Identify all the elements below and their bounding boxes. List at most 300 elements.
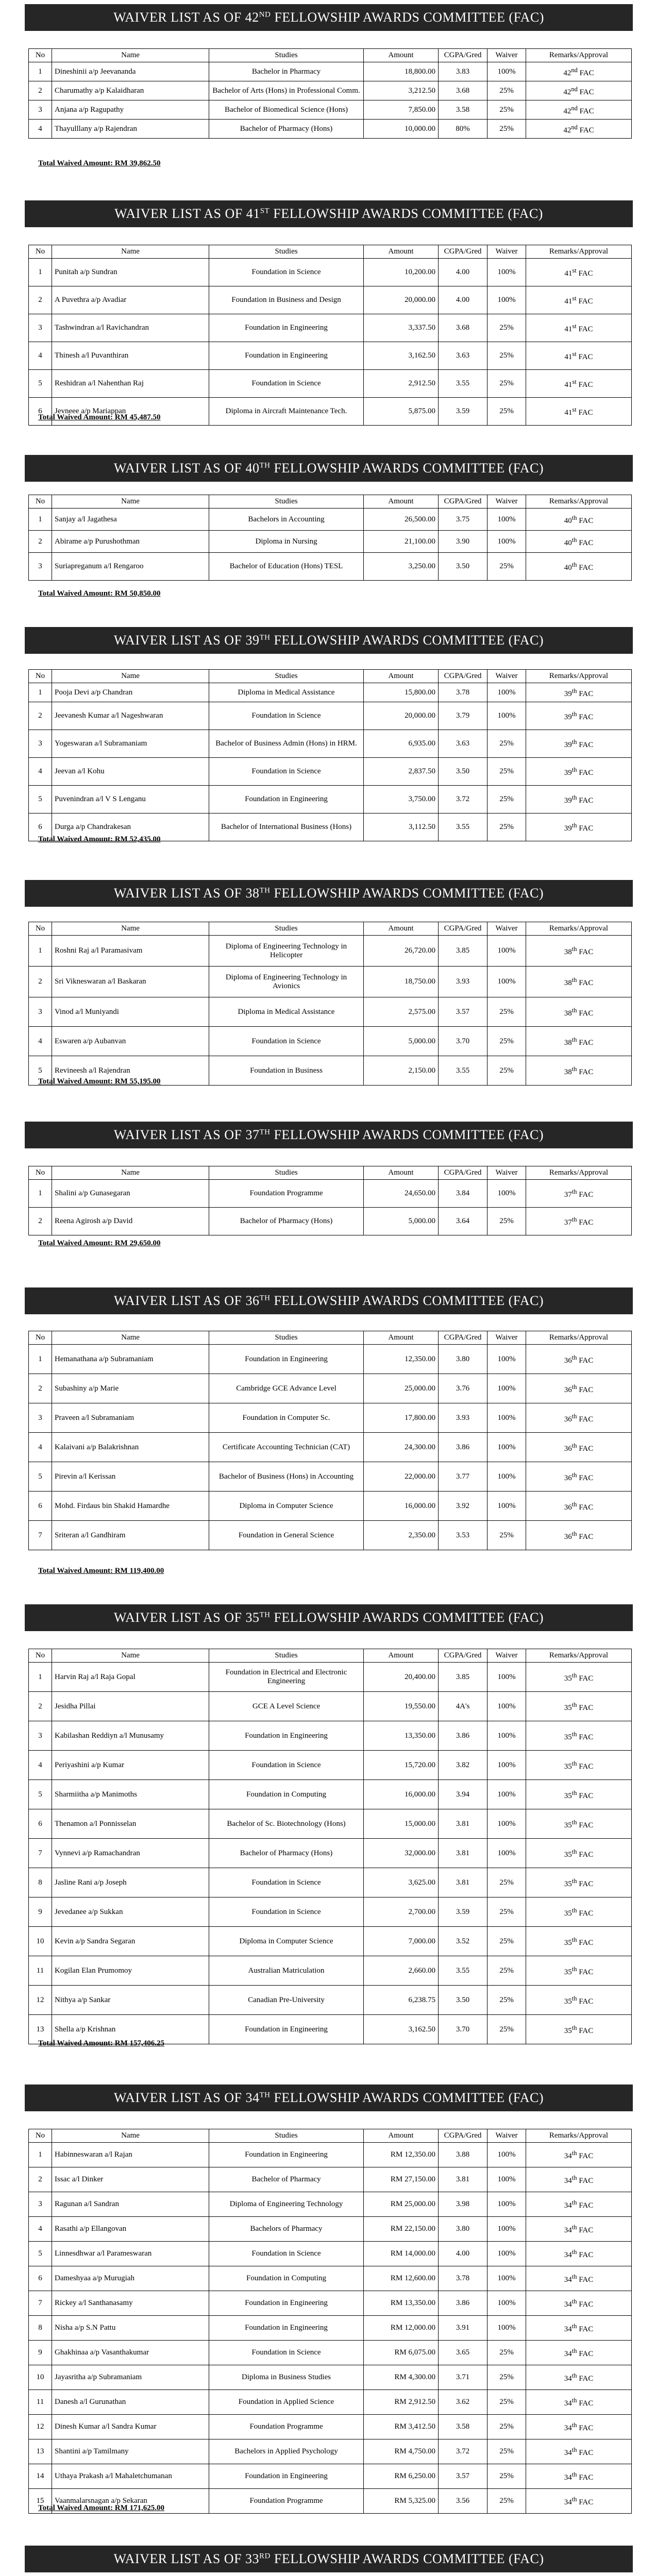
cgpa-grade: 3.57 [439,2464,487,2489]
column-header: Remarks/Approval [526,49,632,62]
amount: 3,162.50 [364,2015,439,2044]
waiver-percent: 100% [487,509,526,531]
column-header: Studies [209,670,364,683]
remarks-approval [526,1809,632,1839]
remarks-ordinal: th [571,766,577,773]
remarks-ordinal: th [571,1730,577,1738]
remarks-ordinal: th [571,2323,577,2330]
amount: 20,000.00 [364,286,439,314]
title-text: WAIVER LIST AS OF 40 [113,461,260,476]
student-name: Kogilan Elan Prumomoy [52,1956,209,1986]
amount: 22,000.00 [364,1462,439,1492]
remarks-number: 35 [564,1674,572,1683]
row-number: 8 [29,1868,52,1897]
remarks-approval [526,1780,632,1809]
waiver-percent: 100% [487,683,526,702]
amount: 3,250.00 [364,553,439,581]
cgpa-grade: 3.81 [439,1809,487,1839]
cgpa-grade: 3.88 [439,2143,487,2167]
cgpa-grade: 3.82 [439,1751,487,1780]
student-name: Vaanmalarsnagan a/p Sekaran [52,2489,209,2514]
table-row [29,936,632,967]
column-header: CGPA/Gred [439,1331,487,1345]
title-text: WAIVER LIST AS OF 34 [113,2090,260,2105]
cgpa-grade: 3.85 [439,1663,487,1692]
table-row [29,2365,632,2390]
table-row [29,531,632,553]
column-header: No [29,495,52,509]
table-row [29,1751,632,1780]
cgpa-grade: 3.80 [439,1345,487,1374]
studies: Foundation in Engineering [209,314,364,342]
cgpa-grade: 3.59 [439,1897,487,1927]
remarks-ordinal: th [571,2024,577,2031]
table-row [29,81,632,100]
remarks-suffix: FAC [577,2449,594,2457]
section-title [25,4,633,31]
waiver-percent: 100% [487,259,526,286]
waiver-percent: 100% [487,967,526,997]
student-name: Tashwindran a/l Ravichandran [52,314,209,342]
column-header: Amount [364,922,439,936]
column-header: Studies [209,49,364,62]
amount: 20,000.00 [364,702,439,730]
amount: 15,720.00 [364,1751,439,1780]
remarks-suffix: FAC [577,1415,594,1423]
studies: Foundation in Science [209,758,364,786]
remarks-approval [526,1462,632,1492]
remarks-suffix: FAC [577,1009,594,1018]
studies: Foundation in Computer Sc. [209,1403,364,1433]
cgpa-grade: 3.93 [439,967,487,997]
amount: 2,837.50 [364,758,439,786]
remarks-suffix: FAC [577,1674,594,1683]
remarks-ordinal: th [571,2446,577,2453]
studies: Foundation in Engineering [209,2316,364,2341]
student-name: Roshni Raj a/l Paramasivam [52,936,209,967]
studies: Bachelor of Pharmacy (Hons) [209,1208,364,1235]
amount: 3,112.50 [364,814,439,841]
table-row [29,1208,632,1235]
remarks-ordinal: th [571,2149,577,2157]
waiver-percent: 100% [487,1345,526,1374]
amount: 10,200.00 [364,259,439,286]
row-number: 12 [29,1986,52,2015]
table-row [29,509,632,531]
title-text: WAIVER LIST AS OF 33 [113,2551,260,2566]
amount: RM 6,250.00 [364,2464,439,2489]
remarks-number: 34 [564,2399,572,2408]
remarks-approval [526,1345,632,1374]
waiver-percent: 100% [487,1751,526,1780]
remarks-ordinal: st [572,323,577,330]
amount: 21,100.00 [364,531,439,553]
row-number: 7 [29,2291,52,2316]
table-row [29,997,632,1027]
column-header: Name [52,495,209,509]
title-text-suffix: FELLOWSHIP AWARDS COMMITTEE (FAC) [270,886,544,901]
waiver-table [28,1331,632,1550]
cgpa-grade: 3.71 [439,2365,487,2390]
studies: Foundation in Science [209,702,364,730]
student-name: Kabilashan Reddiyn a/l Munusamy [52,1721,209,1751]
remarks-approval [526,997,632,1027]
remarks-ordinal: th [571,2248,577,2256]
student-name: Periyashini a/p Kumar [52,1751,209,1780]
remarks-ordinal: th [571,2347,577,2354]
studies: Diploma in Computer Science [209,1492,364,1521]
studies: Diploma in Business Studies [209,2365,364,2390]
remarks-ordinal: th [571,1671,577,1679]
remarks-suffix: FAC [577,1879,594,1888]
remarks-number: 34 [564,2226,572,2234]
remarks-approval [526,370,632,398]
remarks-approval [526,2291,632,2316]
remarks-number: 34 [564,2350,572,2358]
row-number: 2 [29,81,52,100]
waiver-percent: 25% [487,2365,526,2390]
title-ordinal: ST [260,207,270,215]
student-name: Ragunan a/l Sandran [52,2192,209,2217]
table-row [29,2291,632,2316]
column-header: Remarks/Approval [526,2129,632,2143]
row-number: 3 [29,997,52,1027]
cgpa-grade: 4A's [439,1692,487,1721]
remarks-number: 41 [564,325,573,333]
studies: Bachelors of Pharmacy [209,2217,364,2242]
table-header-row [29,1166,632,1180]
remarks-suffix: FAC [577,564,594,572]
studies: Foundation in Business and Design [209,286,364,314]
amount: 6,238.75 [364,1986,439,2015]
studies: Bachelor of Business (Hons) in Accounting [209,1462,364,1492]
remarks-suffix: FAC [577,1356,594,1365]
amount: 13,350.00 [364,1721,439,1751]
remarks-approval [526,1208,632,1235]
column-header: No [29,2129,52,2143]
studies: Foundation Programme [209,2415,364,2439]
remarks-suffix: FAC [577,1909,594,1918]
student-name: Thinesh a/l Puvanthiran [52,342,209,370]
waiver-percent: 25% [487,314,526,342]
amount: RM 2,912.50 [364,2390,439,2415]
row-number: 4 [29,2217,52,2242]
waiver-percent: 100% [487,62,526,81]
amount: 16,000.00 [364,1492,439,1521]
student-name: Pooja Devi a/p Chandran [52,683,209,702]
waiver-percent: 25% [487,2489,526,2514]
student-name: Eswaren a/p Aubanvan [52,1027,209,1056]
column-header: Waiver [487,922,526,936]
column-header: Amount [364,670,439,683]
row-number: 2 [29,1374,52,1403]
amount: RM 12,600.00 [364,2266,439,2291]
cgpa-grade: 3.64 [439,1208,487,1235]
table-row [29,2439,632,2464]
waiver-percent: 100% [487,286,526,314]
column-header: Name [52,670,209,683]
amount: RM 27,150.00 [364,2167,439,2192]
student-name: Habinneswaran a/l Rajan [52,2143,209,2167]
cgpa-grade: 3.68 [439,81,487,100]
section-title [25,1122,633,1148]
table-row [29,2167,632,2192]
student-name: Nithya a/p Sankar [52,1986,209,2015]
waiver-percent: 25% [487,342,526,370]
table-header-row [29,2129,632,2143]
studies: Foundation in Science [209,1868,364,1897]
cgpa-grade: 4.00 [439,259,487,286]
waiver-percent: 100% [487,1839,526,1868]
title-text-suffix: FELLOWSHIP AWARDS COMMITTEE (FAC) [270,1610,544,1625]
studies: Cambridge GCE Advance Level [209,1374,364,1403]
student-name: Dinesh Kumar a/l Sandra Kumar [52,2415,209,2439]
studies: Foundation in Engineering [209,786,364,814]
waiver-percent: 100% [487,1374,526,1403]
remarks-ordinal: th [571,738,577,745]
student-name: Jayasritha a/p Subramaniam [52,2365,209,2390]
remarks-suffix: FAC [577,689,594,698]
amount: 32,000.00 [364,1839,439,1868]
remarks-number: 34 [564,2424,572,2432]
studies: Foundation Programme [209,2489,364,2514]
studies: Foundation in General Science [209,1521,364,1550]
student-name: Praveen a/l Subramaniam [52,1403,209,1433]
student-name: Thayulllany a/p Rajendran [52,120,209,139]
waiver-percent: 100% [487,1809,526,1839]
amount: 18,750.00 [364,967,439,997]
waiver-percent: 100% [487,1780,526,1809]
remarks-approval [526,1721,632,1751]
column-header: No [29,1166,52,1180]
cgpa-grade: 3.80 [439,2217,487,2242]
remarks-approval [526,2439,632,2464]
cgpa-grade: 3.81 [439,1868,487,1897]
waiver-percent: 25% [487,730,526,758]
remarks-approval [526,2192,632,2217]
waiver-percent: 25% [487,1868,526,1897]
remarks-approval [526,2365,632,2390]
student-name: Harvin Raj a/l Raja Gopal [52,1663,209,1692]
row-number: 5 [29,1056,52,1086]
studies: Bachelor in Pharmacy [209,62,364,81]
remarks-suffix: FAC [577,88,594,96]
row-number: 2 [29,702,52,730]
remarks-number: 35 [564,1968,572,1976]
row-number: 6 [29,1809,52,1839]
amount: 2,350.00 [364,1521,439,1550]
table-row [29,2242,632,2266]
studies: Diploma in Nursing [209,531,364,553]
amount: 19,550.00 [364,1692,439,1721]
column-header: Waiver [487,1166,526,1180]
amount: 3,337.50 [364,314,439,342]
cgpa-grade: 3.90 [439,531,487,553]
remarks-approval [526,1663,632,1692]
remarks-suffix: FAC [577,2350,594,2358]
studies: Bachelor of Biomedical Science (Hons) [209,100,364,120]
row-number: 1 [29,936,52,967]
remarks-number: 40 [564,564,572,572]
column-header: Name [52,1331,209,1345]
remarks-ordinal: th [571,1965,577,1973]
remarks-suffix: FAC [577,2026,594,2035]
remarks-suffix: FAC [577,516,594,525]
row-number: 5 [29,786,52,814]
remarks-number: 36 [564,1356,572,1365]
table-row [29,259,632,286]
title-text: WAIVER LIST AS OF 36 [113,1293,260,1308]
table-row [29,2217,632,2242]
remarks-ordinal: th [571,1877,577,1885]
remarks-approval [526,1433,632,1462]
title-text: WAIVER LIST AS OF 38 [113,886,260,901]
table-row [29,786,632,814]
remarks-number: 35 [564,2026,572,2035]
remarks-number: 40 [564,538,572,547]
waiver-percent: 100% [487,531,526,553]
column-header: Remarks/Approval [526,1166,632,1180]
waiver-percent: 25% [487,2464,526,2489]
studies: Foundation in Science [209,2341,364,2365]
column-header: Name [52,1649,209,1663]
remarks-ordinal: th [571,1383,577,1391]
title-text-suffix: FELLOWSHIP AWARDS COMMITTEE (FAC) [270,1293,544,1308]
cgpa-grade: 3.70 [439,2015,487,2044]
remarks-number: 42 [563,88,571,96]
remarks-number: 34 [564,2177,572,2185]
row-number: 3 [29,1721,52,1751]
remarks-suffix: FAC [577,2375,594,2383]
student-name: Danesh a/l Gurunathan [52,2390,209,2415]
remarks-ordinal: th [571,2372,577,2379]
remarks-suffix: FAC [577,2399,594,2408]
column-header: No [29,670,52,683]
student-name: Ghakhinaa a/p Vasanthakumar [52,2341,209,2365]
waiver-table [28,1166,632,1235]
remarks-suffix: FAC [576,297,593,306]
section-title [25,2084,633,2111]
student-name: Mohd. Firdaus bin Shakid Hamardhe [52,1492,209,1521]
waiver-percent: 25% [487,758,526,786]
remarks-number: 42 [563,69,571,77]
table-row [29,2316,632,2341]
student-name: Subashiny a/p Marie [52,1374,209,1403]
table-row [29,553,632,581]
table-row [29,1986,632,2015]
student-name: Linnesdhwar a/l Parameswaran [52,2242,209,2266]
row-number: 4 [29,1751,52,1780]
waiver-percent: 25% [487,1927,526,1956]
title-text: WAIVER LIST AS OF 35 [113,1610,260,1625]
remarks-ordinal: th [571,1789,577,1797]
remarks-approval [526,531,632,553]
studies: Canadian Pre-University [209,1986,364,2015]
remarks-approval [526,1056,632,1086]
remarks-suffix: FAC [577,1997,594,2006]
cgpa-grade: 3.77 [439,1462,487,1492]
remarks-number: 36 [564,1532,572,1541]
cgpa-grade: 3.78 [439,2266,487,2291]
amount: 2,660.00 [364,1956,439,1986]
remarks-suffix: FAC [577,1532,594,1541]
row-number: 1 [29,509,52,531]
remarks-ordinal: th [571,1530,577,1537]
waiver-percent: 25% [487,2341,526,2365]
column-header: Amount [364,245,439,259]
waiver-percent: 100% [487,2316,526,2341]
waiver-percent: 25% [487,553,526,581]
row-number: 11 [29,1956,52,1986]
remarks-ordinal: nd [571,123,578,131]
student-name: Issac a/l Dinker [52,2167,209,2192]
remarks-suffix: FAC [577,2177,594,2185]
total-waived-amount: Total Waived Amount: RM 171,625.00 [38,2504,165,2512]
remarks-suffix: FAC [577,2424,594,2432]
cgpa-grade: 3.63 [439,730,487,758]
row-number: 4 [29,758,52,786]
studies: Foundation in Engineering [209,2291,364,2316]
remarks-approval [526,967,632,997]
table-row [29,2390,632,2415]
cgpa-grade: 3.83 [439,62,487,81]
row-number: 3 [29,100,52,120]
remarks-number: 36 [564,1385,572,1394]
remarks-number: 38 [564,1038,572,1047]
title-ordinal: RD [259,2552,271,2561]
remarks-ordinal: nd [571,66,578,74]
remarks-suffix: FAC [577,1703,594,1712]
remarks-ordinal: th [571,2224,577,2231]
amount: 5,000.00 [364,1027,439,1056]
amount: 26,500.00 [364,509,439,531]
column-header: Waiver [487,49,526,62]
remarks-ordinal: th [571,2273,577,2280]
row-number: 5 [29,1780,52,1809]
remarks-approval [526,786,632,814]
remarks-approval [526,120,632,139]
column-header: Remarks/Approval [526,670,632,683]
title-text-suffix: FELLOWSHIP AWARDS COMMITTEE (FAC) [270,633,544,648]
remarks-approval [526,2489,632,2514]
remarks-number: 42 [563,107,571,115]
total-waived-amount: Total Waived Amount: RM 119,400.00 [38,1567,164,1575]
student-name: Sri Vikneswaran a/l Baskaran [52,967,209,997]
cgpa-grade: 3.65 [439,2341,487,2365]
student-name: Dameshyaa a/p Murugiah [52,2266,209,2291]
remarks-number: 35 [564,1850,572,1859]
remarks-ordinal: th [571,1471,577,1479]
waiver-percent: 25% [487,1208,526,1235]
column-header: Name [52,49,209,62]
remarks-approval [526,683,632,702]
remarks-ordinal: th [571,2471,577,2478]
total-waived-amount: Total Waived Amount: RM 55,195.00 [38,1077,161,1086]
remarks-suffix: FAC [577,824,594,833]
studies: Bachelor of Arts (Hons) in Professional Comm. [209,81,364,100]
row-number: 5 [29,1462,52,1492]
waiver-percent: 100% [487,2242,526,2266]
remarks-suffix: FAC [577,796,594,805]
remarks-suffix: FAC [577,2498,594,2506]
remarks-suffix: FAC [577,713,594,721]
row-number: 2 [29,286,52,314]
waiver-percent: 100% [487,1721,526,1751]
amount: 24,300.00 [364,1433,439,1462]
waiver-table [28,48,632,139]
student-name: Shella a/p Krishnan [52,2015,209,2044]
remarks-suffix: FAC [577,1762,594,1771]
